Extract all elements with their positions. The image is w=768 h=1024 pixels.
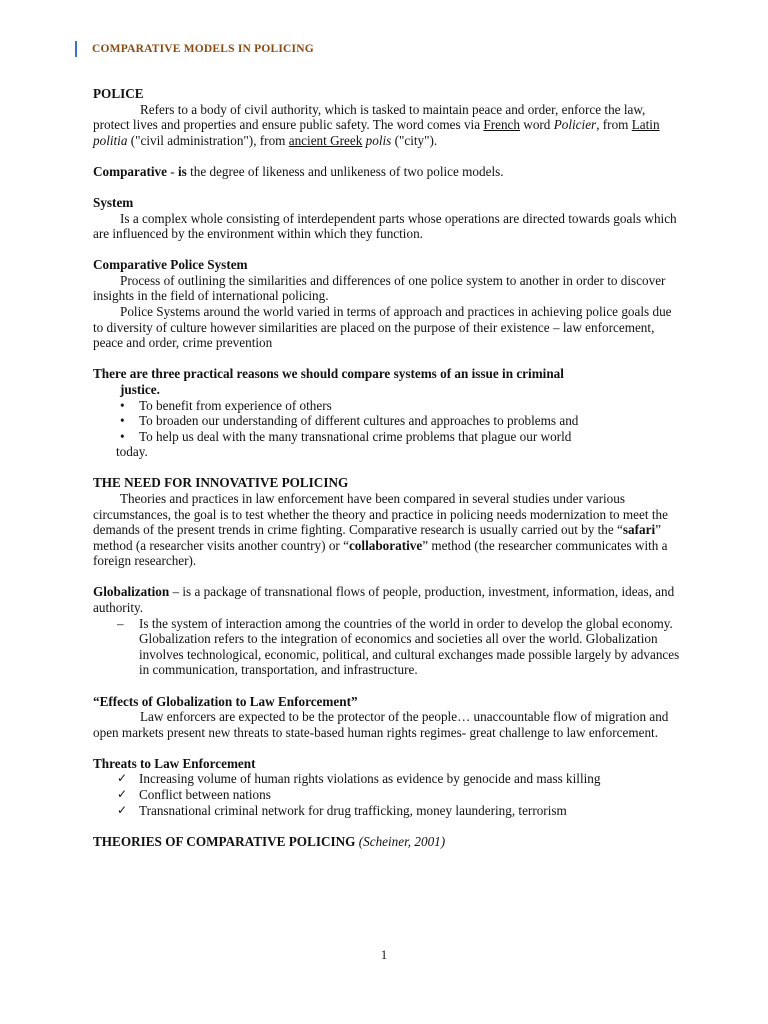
reasons-heading: There are three practical reasons we should compare systems of an issue in criminal xyxy=(93,366,564,382)
page-header xyxy=(75,40,314,58)
section-comparative-police-system xyxy=(93,257,683,351)
innovative-heading: THE NEED FOR INNOVATIVE POLICING xyxy=(93,475,349,491)
police-text: , from xyxy=(596,117,632,133)
threats-heading: Threats to Law Enforcement xyxy=(93,755,256,771)
cps-heading: Comparative Police System xyxy=(93,257,248,273)
document-body xyxy=(93,86,683,849)
header-title: COMPARATIVE MODELS IN POLICING xyxy=(92,43,314,55)
police-text: Refers to a body of civil authority, which is tasked to maintain peace and order, enforce the law, protect lives and properties and ensure public safety. The word comes via xyxy=(93,101,646,133)
comparative-definition xyxy=(93,164,683,180)
list-item: ✓ Increasing volume of human rights violations as evidence by genocide and mass killing xyxy=(117,771,683,787)
cps-paragraph-1: Process of outlining the similarities and differences of one police system to another in order to discover insights in the field of international policing. xyxy=(93,272,666,304)
section-innovative-policing xyxy=(93,475,683,569)
term-safari: safari xyxy=(622,522,656,538)
innovative-text xyxy=(93,491,683,569)
innovative-text-part: Theories and practices in law enforcement have been compared in several studies under various circumstances, the goal is to test whether the theory and practice in policing needs modernization to meet the demands of the present trends in crime fighting. Comparative research is usually carried out by the “ xyxy=(93,490,668,538)
innovative-text-part: ” method (the researcher communicates with a foreign researcher). xyxy=(93,537,668,569)
section-threats xyxy=(93,756,683,818)
list-item: • To broaden our understanding of different cultures and approaches to problems and xyxy=(120,413,683,429)
reasons-list xyxy=(93,398,683,445)
term-politia: politia xyxy=(93,132,128,148)
system-text: Is a complex whole consisting of interdependent parts whose operations are directed towards goals which are influenced by the environment within which they function. xyxy=(93,210,677,242)
section-comparative xyxy=(93,164,683,180)
cps-paragraph-2: Police Systems around the world varied in terms of approach and practices in achieving police goals due to diversity of culture however similarities are placed on the purpose of their existence – law enforcement, peace and order, crime prevention xyxy=(93,304,672,351)
list-item: • To help us deal with the many transnational crime problems that plague our world xyxy=(120,429,683,445)
police-text: ("city"). xyxy=(391,132,438,148)
term-policier: Policier xyxy=(553,117,597,133)
term-collaborative: collaborative xyxy=(348,537,423,553)
link-ancient-greek[interactable]: ancient Greek xyxy=(288,132,363,148)
section-globalization xyxy=(93,584,683,678)
globalization-term: Globalization xyxy=(93,584,170,600)
section-theories xyxy=(93,834,683,850)
system-heading: System xyxy=(93,194,134,210)
reasons-tail: today. xyxy=(116,444,148,460)
list-item: – Is the system of interaction among the countries of the world in order to develop the global economy. Globalization refers to the integration of economics and societies all over the world. Globalization involves technological, economic, political, and cultural exchanges made possible largely by advances in communication, transportation, and infrastructure. xyxy=(117,616,683,678)
police-text: word xyxy=(520,117,554,133)
reasons-heading-cont: justice. xyxy=(120,381,160,397)
comparative-is: is xyxy=(177,163,187,179)
list-item: • To benefit from experience of others xyxy=(120,398,683,414)
section-police xyxy=(93,86,683,148)
page-number: 1 xyxy=(380,948,388,962)
globalization-definition xyxy=(93,584,683,615)
section-effects xyxy=(93,694,683,741)
header-accent-bar xyxy=(75,41,77,57)
police-heading: POLICE xyxy=(93,86,144,101)
link-latin[interactable]: Latin xyxy=(631,117,660,133)
list-item: ✓ Transnational criminal network for drug trafficking, money laundering, terrorism xyxy=(117,803,683,819)
effects-heading: “Effects of Globalization to Law Enforcement” xyxy=(93,693,358,709)
globalization-list xyxy=(93,616,683,678)
comparative-sep: - xyxy=(166,163,178,179)
comparative-text: the degree of likeness and unlikeness of two police models. xyxy=(186,163,504,179)
section-reasons xyxy=(93,366,683,460)
link-french[interactable]: French xyxy=(483,117,520,133)
innovative-text-part: ” method (a researcher visits another country) or “ xyxy=(93,522,661,553)
term-polis: polis xyxy=(365,132,392,148)
theories-citation: (Scheiner, 2001) xyxy=(358,833,446,849)
police-definition xyxy=(93,102,683,149)
threats-list xyxy=(93,771,683,818)
list-item: ✓ Conflict between nations xyxy=(117,787,683,803)
section-system xyxy=(93,195,683,242)
police-text: ("civil administration"), from xyxy=(127,132,289,148)
globalization-text: – is a package of transnational flows of people, production, investment, information, ideas, and authority. xyxy=(93,584,675,616)
theories-heading xyxy=(93,834,683,850)
comparative-term: Comparative xyxy=(93,163,167,179)
theories-title: THEORIES OF COMPARATIVE POLICING xyxy=(93,833,356,849)
effects-text: Law enforcers are expected to be the protector of the people… unaccountable flow of migration and open markets present new threats to state-based human rights regimes- great challenge to law enforcement. xyxy=(93,709,669,740)
